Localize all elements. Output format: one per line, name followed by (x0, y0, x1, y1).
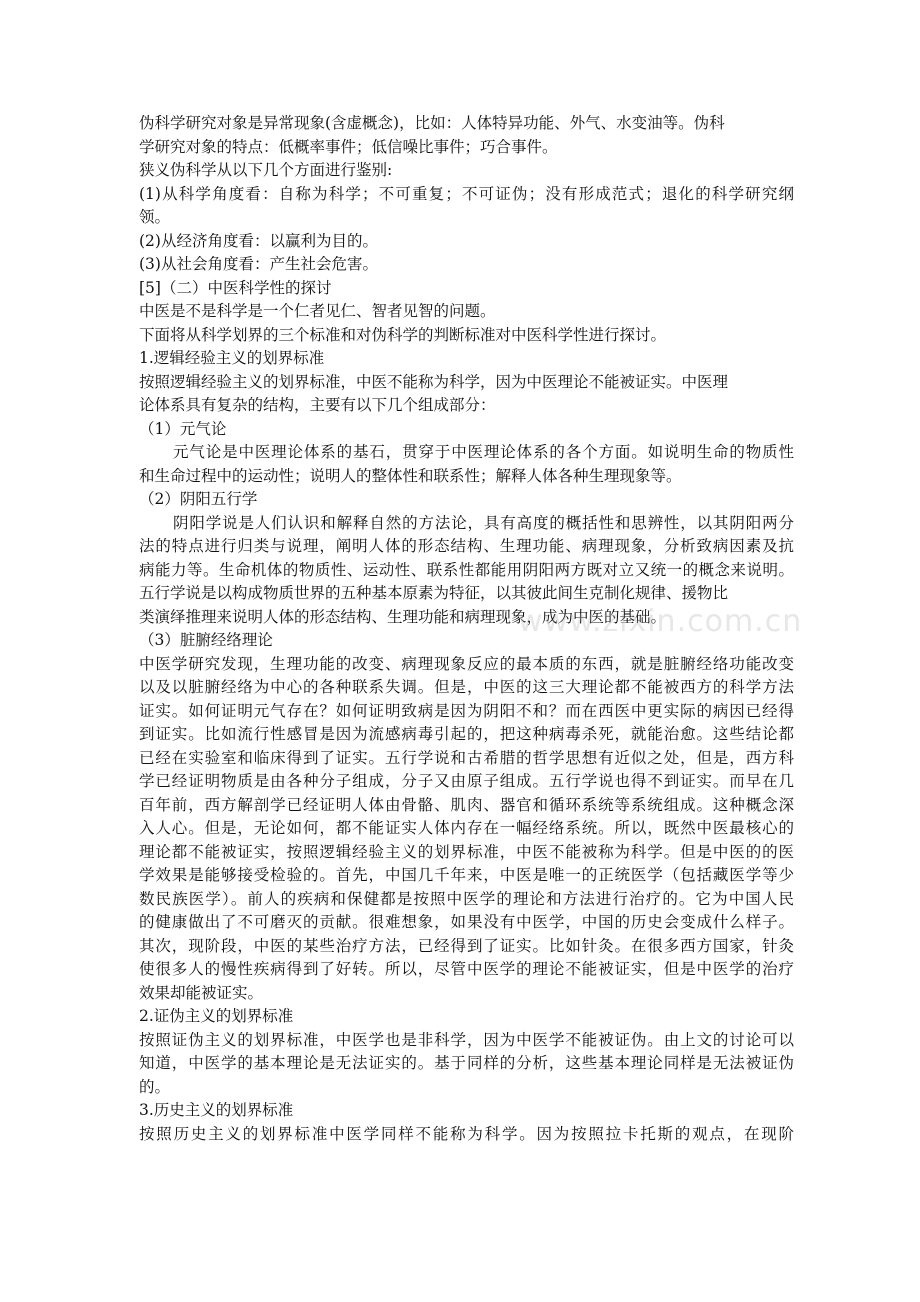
paragraph-line: 知道，中医学的基本理论是无法证实的。基于同样的分析，这些基本理论同样是无法被证伪 (139, 1054, 794, 1072)
subsection-heading: （3）脏腑经络理论 (139, 631, 273, 649)
section-heading: 3.历史主义的划界标准 (139, 1101, 294, 1119)
paragraph-line: 以及以脏腑经络为中心的各种联系失调。但是，中医的这三大理论都不能被西方的科学方法 (139, 678, 794, 696)
subsection-heading: （1）元气论 (139, 419, 227, 438)
paragraph-line: 阴阳学说是人们认识和解释自然的方法论，具有高度的概括性和思辨性，以其阴阳两分 (173, 513, 794, 532)
document-body (139, 112, 794, 1146)
paragraph-line: 百年前，西方解剖学已经证明人体由骨骼、肌肉、器官和循环系统等系统组成。这种概念深 (139, 795, 794, 814)
paragraph-line: 理论都不能被证实，按照逻辑经验主义的划界标准，中医不能被称为科学。但是中医的的医 (139, 842, 794, 861)
section-heading: 1.逻辑经验主义的划界标准 (139, 349, 325, 367)
paragraph-line: 已经在实验室和临床得到了证实。五行学说和古希腊的哲学思想有近似之处，但是，西方科 (139, 748, 794, 767)
paragraph-line: 类演绎推理来说明人体的形态结构、生理功能和病理现象，成为中医的基础。 (139, 607, 667, 626)
paragraph-line: 病能力等。生命机体的物质性、运动性、联系性都能用阴阳两方既对立又统一的概念来说明。 (139, 560, 794, 579)
paragraph-line: 五行学说是以构成物质世界的五种基本原素为特征，以其彼此间生克制化规律、援物比 (139, 584, 729, 602)
paragraph-line: 论体系具有复杂的结构，主要有以下几个组成部分： (139, 396, 496, 414)
paragraph-line: 按照证伪主义的划界标准，中医学也是非科学，因为中医学不能被证伪。由上文的讨论可以 (139, 1030, 794, 1049)
paragraph-line: 使很多人的慢性疾病得到了好转。所以，尽管中医学的理论不能被证实，但是中医学的治疗 (139, 960, 794, 978)
paragraph-line: 效果却能被证实。 (139, 983, 264, 1002)
paragraph-line: (2)从经济角度看：以赢利为目的。 (139, 231, 378, 250)
paragraph-line: 证实。如何证明元气存在？如何证明致病是因为阴阳不和？而在西医中更实际的病因已经得 (139, 701, 794, 720)
paragraph-line: 的健康做出了不可磨灭的贡献。很难想象，如果没有中医学，中国的历史会变成什么样子。 (139, 913, 794, 931)
paragraph-line: (1)从科学角度看：自称为科学；不可重复；不可证伪；没有形成范式；退化的科学研究纲 (139, 184, 794, 203)
paragraph-line: (3)从社会角度看：产生社会危害。 (139, 255, 378, 273)
watermark: www.zixin.com.cn (518, 604, 803, 639)
paragraph-line: 下面将从科学划界的三个标准和对伪科学的判断标准对中医科学性进行探讨。 (139, 325, 667, 344)
paragraph-line: 数民族医学）。前人的疾病和保健都是按照中医学的理论和方法进行治疗的。它为中国人民 (139, 889, 794, 908)
paragraph-line: 按照历史主义的划界标准中医学同样不能称为科学。因为按照拉卡托斯的观点，在现阶 (139, 1124, 794, 1143)
subsection-heading: （2）阴阳五行学 (139, 490, 258, 508)
paragraph-line: 学研究对象的特点：低概率事件；低信噪比事件；巧合事件。 (139, 137, 558, 156)
paragraph-line: 到证实。比如流行性感冒是因为流感病毒引起的，把这种病毒杀死，就能治愈。这些结论都 (139, 725, 794, 743)
section-heading: [5]（二）中医科学性的探讨 (139, 278, 332, 297)
paragraph-line: 狭义伪科学从以下几个方面进行鉴别: (139, 161, 393, 179)
paragraph-line: 按照逻辑经验主义的划界标准，中医不能称为科学，因为中医理论不能被证实。中医理 (139, 372, 729, 391)
paragraph-line: 学已经证明物质是由各种分子组成，分子又由原子组成。五行学说也得不到证实。而早在几 (139, 772, 794, 790)
paragraph-line: 学效果是能够接受检验的。首先，中国几千年来，中医是唯一的正统医学（包括藏医学等少 (139, 866, 794, 884)
paragraph-line: 法的特点进行归类与说理，阐明人体的形态结构、生理功能、病理现象，分析致病因素及抗 (139, 537, 794, 555)
paragraph-line: 的。 (139, 1077, 171, 1096)
paragraph-line: 中医是不是科学是一个仁者见仁、智者见智的问题。 (139, 302, 496, 320)
section-heading: 2.证伪主义的划界标准 (139, 1007, 294, 1025)
paragraph-line: 和生命过程中的运动性；说明人的整体性和联系性；解释人体各种生理现象等。 (139, 466, 682, 485)
paragraph-line: 伪科学研究对象是异常现象(含虚概念)，比如：人体特异功能、外气、水变油等。伪科 (139, 114, 725, 132)
paragraph-line: 入人心。但是，无论如何，都不能证实人体内存在一幅经络系统。所以，既然中医最核心的 (139, 819, 794, 837)
paragraph-line: 中医学研究发现，生理功能的改变、病理现象反应的最本质的东西，就是脏腑经络功能改变 (139, 654, 794, 673)
paragraph-line: 其次，现阶段，中医的某些治疗方法，已经得到了证实。比如针灸。在很多西方国家，针灸 (139, 936, 794, 955)
paragraph-line: 元气论是中医理论体系的基石，贯穿于中医理论体系的各个方面。如说明生命的物质性 (173, 443, 794, 461)
paragraph-line: 领。 (139, 208, 171, 226)
